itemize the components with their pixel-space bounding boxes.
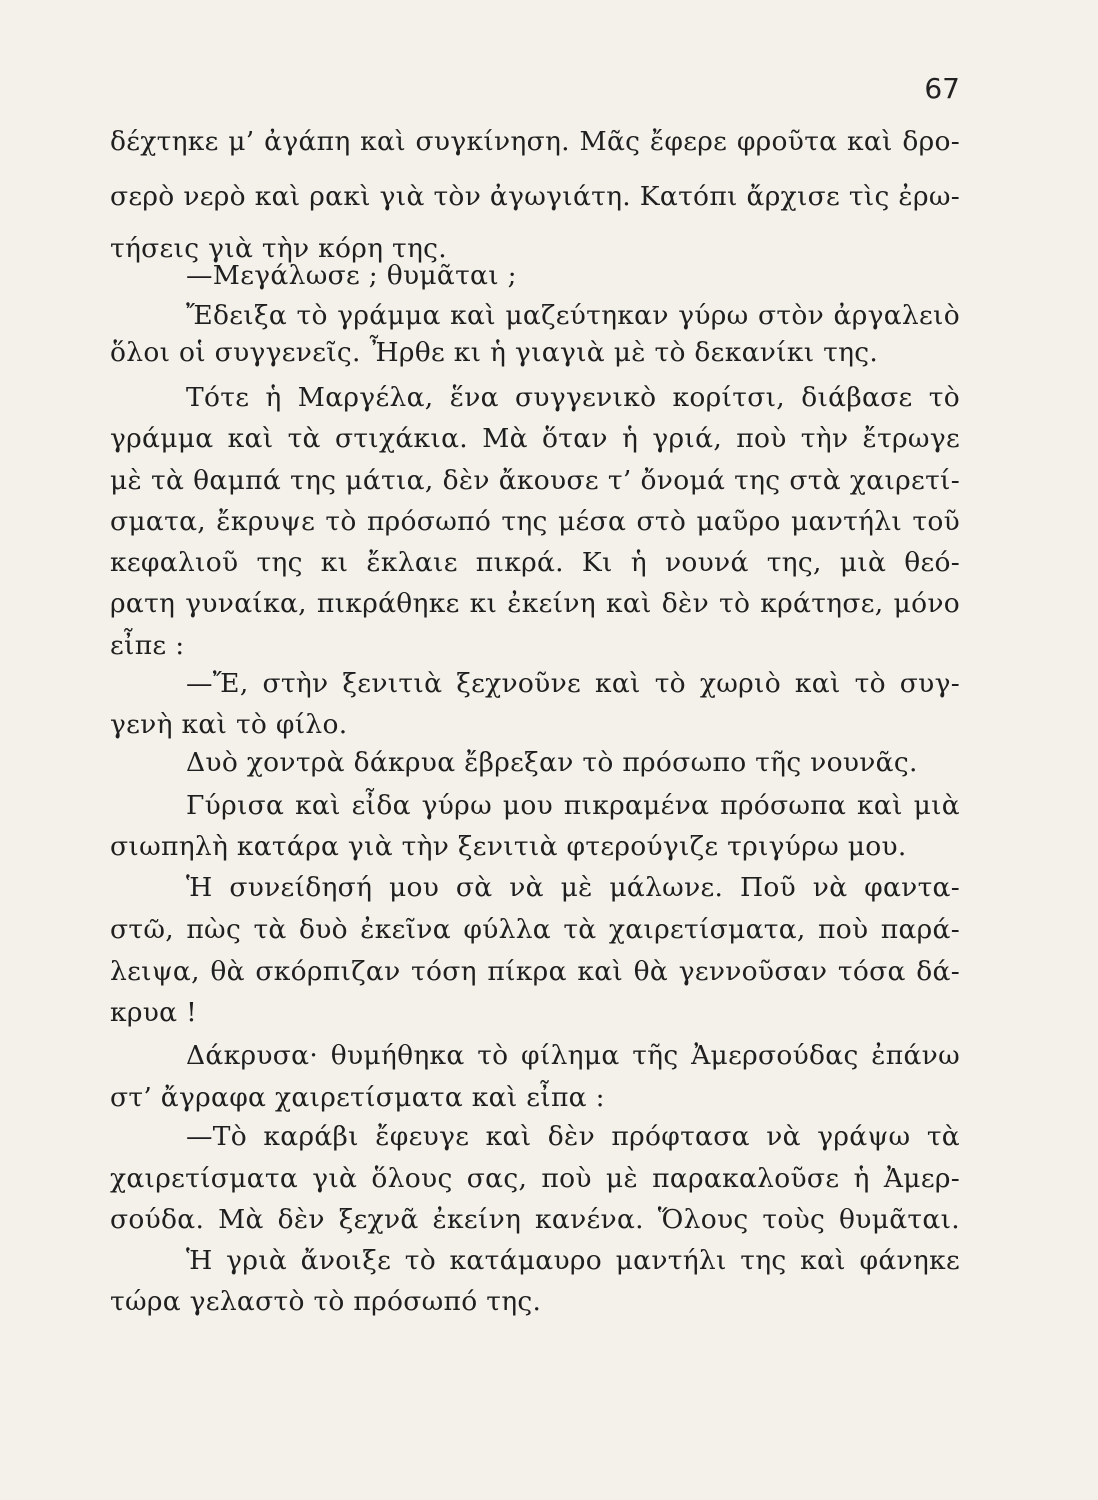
text-line: —Μεγάλωσε ; θυμᾶται ;: [186, 260, 517, 291]
text-line: λειψα, θὰ σκόρπιζαν τόση πίκρα καὶ θὰ γεννοῦσαν τόσα δά-: [110, 956, 960, 987]
text-line: χαιρετίσματα γιὰ ὅλους σας, ποὺ μὲ παρακαλοῦσε ἡ Ἀμερ-: [110, 1163, 960, 1194]
text-line: γράμμα καὶ τὰ στιχάκια. Μὰ ὅταν ἡ γριά, ποὺ τὴν ἔτρωγε: [110, 423, 960, 454]
text-line: Ἡ συνείδησή μου σὰ νὰ μὲ μάλωνε. Ποῦ νὰ φαντα-: [186, 872, 960, 903]
text-line: σερὸ νερὸ καὶ ρακὶ γιὰ τὸν ἀγωγιάτη. Κατόπι ἄρχισε τὶς ἐρω-: [110, 181, 960, 212]
text-line: σούδα. Μὰ δὲν ξεχνᾶ ἐκείνη κανένα. Ὅλους τοὺς θυμᾶται.: [110, 1204, 960, 1235]
text-line: μὲ τὰ θαμπά της μάτια, δὲν ἄκουσε τ’ ὄνομά της στὰ χαιρετί-: [110, 465, 960, 496]
text-line: Δυὸ χοντρὰ δάκρυα ἔβρεξαν τὸ πρόσωπο τῆς νουνᾶς.: [186, 747, 918, 778]
text-line: Γύρισα καὶ εἶδα γύρω μου πικραμένα πρόσωπα καὶ μιὰ: [186, 790, 960, 821]
text-line: —Ἔ, στὴν ξενιτιὰ ξεχνοῦνε καὶ τὸ χωριὸ καὶ τὸ συγ-: [186, 668, 960, 699]
text-line: τήσεις γιὰ τὴν κόρη της.: [110, 233, 448, 264]
text-line: δέχτηκε μ’ ἀγάπη καὶ συγκίνηση. Μᾶς ἔφερε φροῦτα καὶ δρο-: [110, 126, 960, 157]
text-line: γενὴ καὶ τὸ φίλο.: [110, 709, 348, 740]
text-line: σιωπηλὴ κατάρα γιὰ τὴν ξενιτιὰ φτερούγιζε τριγύρω μου.: [110, 831, 907, 862]
page-number: 67: [924, 72, 960, 105]
text-line: —Τὸ καράβι ἔφευγε καὶ δὲν πρόφτασα νὰ γράψω τὰ: [186, 1121, 960, 1152]
text-line: ὅλοι οἱ συγγενεῖς. Ἦρθε κι ἡ γιαγιὰ μὲ τὸ δεκανίκι της.: [110, 337, 879, 368]
text-line: στῶ, πὼς τὰ δυὸ ἐκεῖνα φύλλα τὰ χαιρετίσματα, ποὺ παρά-: [110, 914, 960, 945]
text-line: στ’ ἄγραφα χαιρετίσματα καὶ εἶπα :: [110, 1082, 605, 1113]
text-line: Δάκρυσα· θυμήθηκα τὸ φίλημα τῆς Ἀμερσούδας ἐπάνω: [186, 1040, 960, 1071]
text-line: σματα, ἔκρυψε τὸ πρόσωπό της μέσα στὸ μαῦρο μαντήλι τοῦ: [110, 506, 960, 537]
text-line: τώρα γελαστὸ τὸ πρόσωπό της.: [110, 1286, 542, 1317]
text-line: εἶπε :: [110, 630, 185, 661]
text-line: κρυα !: [110, 997, 198, 1028]
text-line: ρατη γυναίκα, πικράθηκε κι ἐκείνη καὶ δὲν τὸ κράτησε, μόνο: [110, 588, 960, 619]
text-line: Τότε ἡ Μαργέλα, ἕνα συγγενικὸ κορίτσι, διάβασε τὸ: [186, 382, 960, 413]
text-line: Ἔδειξα τὸ γράμμα καὶ μαζεύτηκαν γύρω στὸν ἀργαλειὸ: [186, 300, 960, 331]
text-line: κεφαλιοῦ της κι ἔκλαιε πικρά. Κι ἡ νουνά της, μιὰ θεό-: [110, 547, 960, 578]
text-line: Ἡ γριὰ ἄνοιξε τὸ κατάμαυρο μαντήλι της καὶ φάνηκε: [186, 1245, 960, 1276]
